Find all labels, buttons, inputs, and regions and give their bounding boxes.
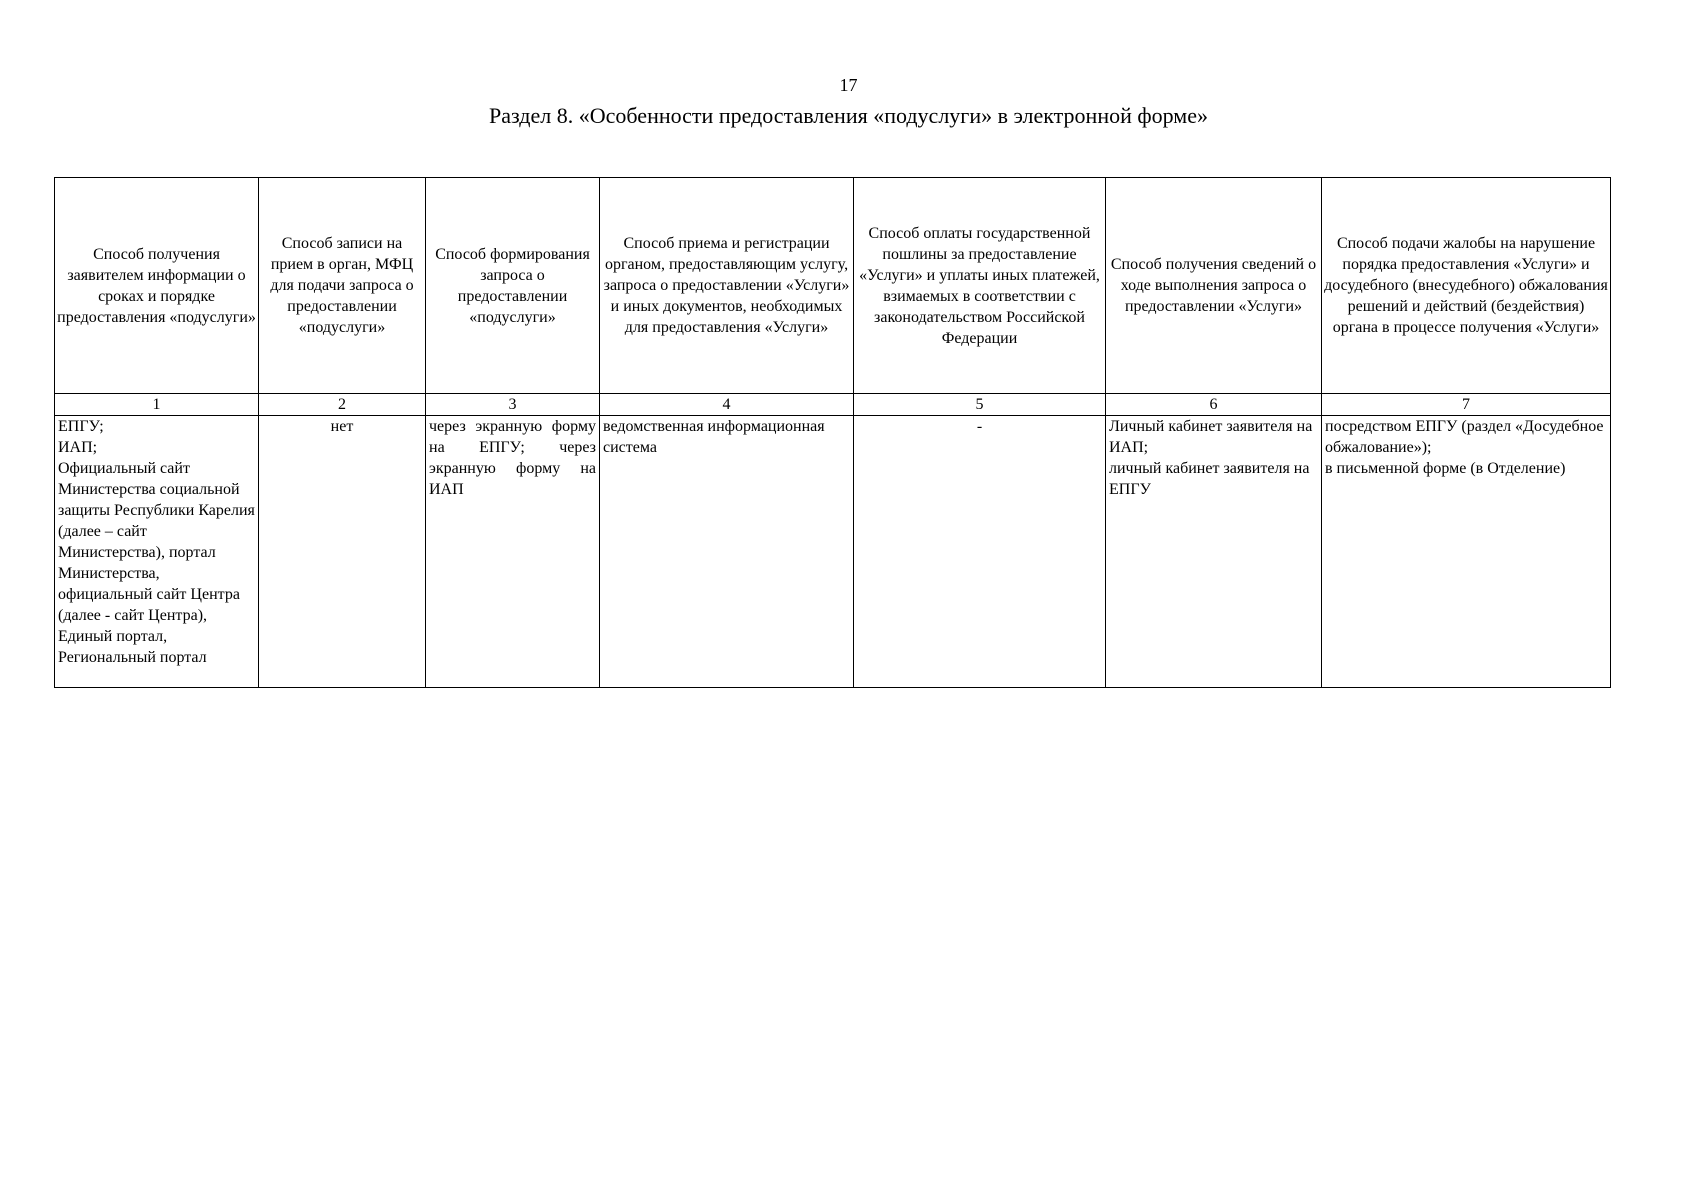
data-cell-request-method	[426, 416, 600, 688]
column-number-row	[55, 394, 1611, 416]
header-cell-5: Способ оплаты государственной пошлины за предоставление «Услуги» и уплаты иных платежей, взимаемых в соответствии с законодательством Российской Федерации	[854, 178, 1106, 394]
data-cell-complaint-method	[1322, 416, 1611, 688]
data-cell-status-method	[1106, 416, 1322, 688]
page-number: 17	[839, 75, 858, 95]
service-table	[54, 177, 1611, 688]
data-cell-text: Личный кабинет заявителя на ИАП; личный кабинет заявителя на ЕПГУ	[1109, 418, 1313, 498]
table-header-row	[55, 178, 1611, 394]
data-cell-text: посредством ЕПГУ (раздел «Досудебное обжалование»); в письменной форме (в Отделение)	[1325, 418, 1604, 477]
header-cell-2: Способ записи на прием в орган, МФЦ для подачи запроса о предоставлении «подуслуги»	[259, 178, 426, 394]
data-cell-payment-method	[854, 416, 1106, 688]
data-cell-text: ЕПГУ; ИАП; Официальный сайт Министерства социальной защиты Республики Карелия (далее – сайт Министерства), портал Министерства, официальный сайт Центра (далее - сайт Центра), Единый портал, Региональный портал	[58, 418, 255, 666]
data-cell-registration-method	[600, 416, 854, 688]
page-title: Раздел 8. «Особенности предоставления «подуслуги» в электронной форме»	[489, 103, 1208, 128]
column-number: 3	[426, 394, 600, 416]
column-number: 5	[854, 394, 1106, 416]
data-cell-text: нет	[330, 418, 354, 435]
header-cell-1: Способ получения заявителем информации о сроках и порядке предоставления «подуслуги»	[55, 178, 259, 394]
column-number: 2	[259, 394, 426, 416]
data-cell-info-method	[55, 416, 259, 688]
data-cell-appointment-method	[259, 416, 426, 688]
data-cell-text: -	[976, 418, 983, 435]
column-number: 6	[1106, 394, 1322, 416]
table-row	[55, 416, 1611, 688]
column-number: 1	[55, 394, 259, 416]
header-cell-7: Способ подачи жалобы на нарушение порядка предоставления «Услуги» и досудебного (внесудебного) обжалования решений и действий (бездействия) органа в процессе получения «Услуги»	[1322, 178, 1611, 394]
header-cell-6: Способ получения сведений о ходе выполнения запроса о предоставлении «Услуги»	[1106, 178, 1322, 394]
header-cell-4: Способ приема и регистрации органом, предоставляющим услугу, запроса о предоставлении «Услуги» и иных документов, необходимых для предоставления «Услуги»	[600, 178, 854, 394]
column-number: 4	[600, 394, 854, 416]
column-number: 7	[1322, 394, 1611, 416]
data-cell-text: ведомственная информационная система	[603, 418, 825, 456]
header-cell-3: Способ формирования запроса о предоставлении «подуслуги»	[426, 178, 600, 394]
data-cell-text: через экранную форму на ЕПГУ; через экранную форму на ИАП	[429, 418, 596, 498]
